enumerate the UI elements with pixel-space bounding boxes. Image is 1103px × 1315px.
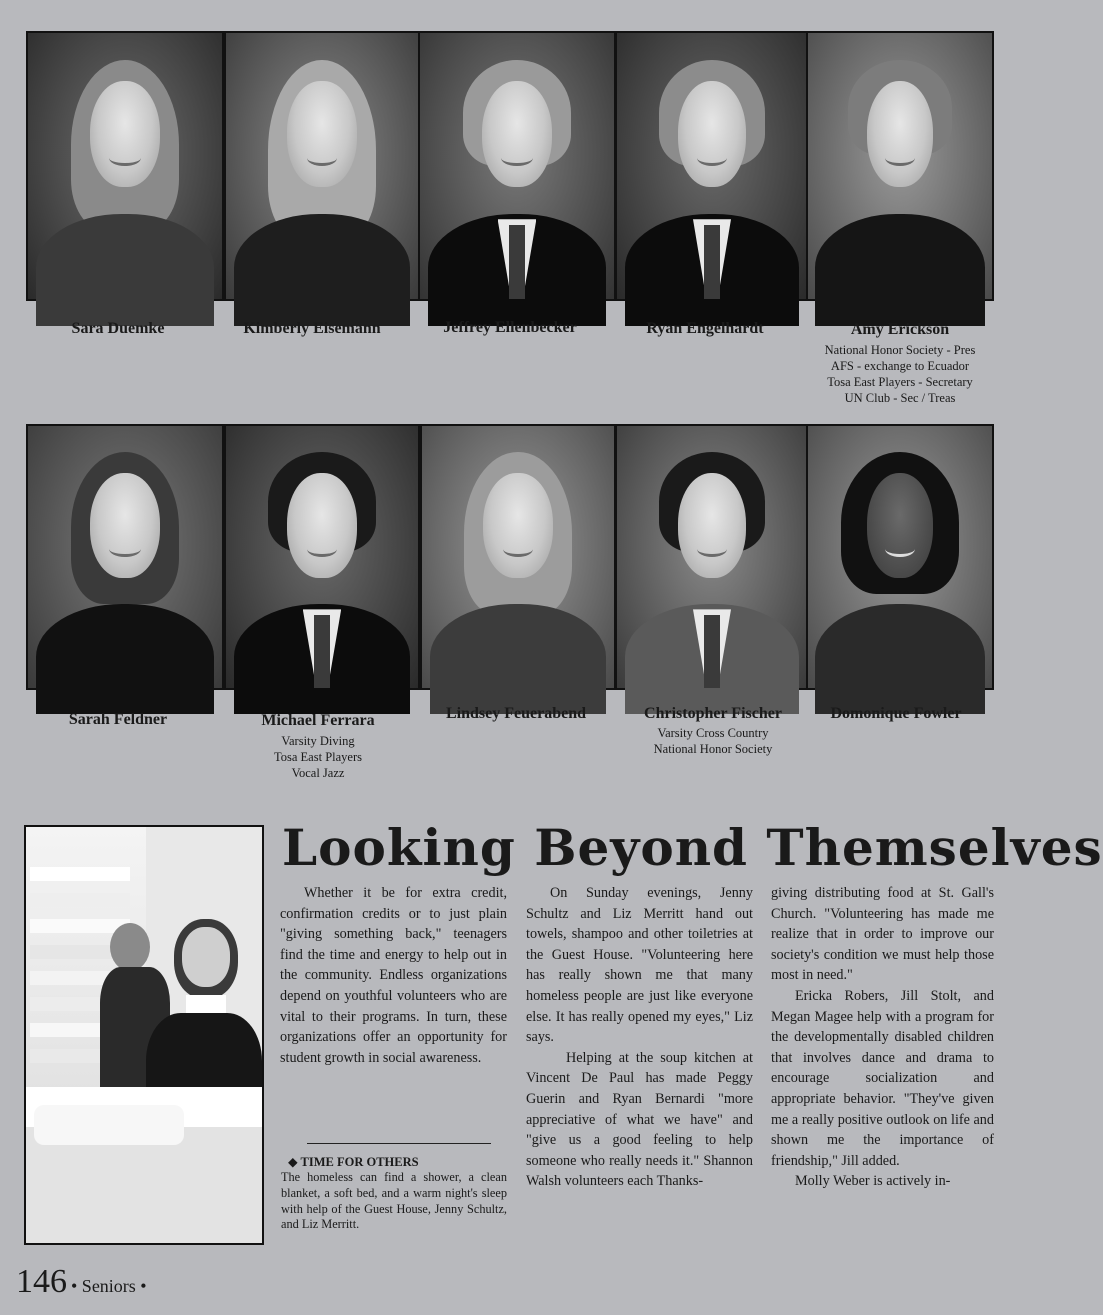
activity-line: AFS - exchange to Ecuador [830, 359, 970, 373]
activity-line: National Honor Society - Pres [824, 343, 976, 357]
portrait-lindsey-feuerabend [420, 424, 616, 690]
article-paragraph: giving distributing food at St. Gall's Church. "Volunteering has made me realize that in order to improve our society's condition we must help those most in need." [771, 885, 994, 984]
activity-line: Vocal Jazz [291, 766, 345, 780]
article-headline: Looking Beyond Themselves [282, 818, 1103, 877]
portrait-christopher-fischer [615, 424, 809, 690]
portrait-kimberly-eisemann [224, 31, 420, 301]
article-column-3 [771, 883, 994, 1192]
student-activities [806, 342, 994, 406]
student-name: Kimberly Eisemann [243, 320, 381, 337]
caption-text: The homeless can find a shower, a clean blanket, a soft bed, and a warm night's sleep with help of the Guest House, Jenny Schultz, and Liz Merritt. [281, 1170, 507, 1232]
portrait-amy-erickson [806, 31, 994, 301]
page-number: 146 [16, 1263, 67, 1300]
article-paragraph: Helping at the soup kitchen at Vincent De Paul has made Peggy Guerin and Ryan Bernardi "more appreciative of what we have" and "give us a good feeling to help someone who really needs it." Shannon Walsh volunteers each Thanks- [526, 1049, 753, 1190]
student-activities [615, 725, 811, 757]
student-name: Christopher Fischer [644, 705, 782, 722]
activity-line: National Honor Society [653, 742, 773, 756]
caption-title-text: TIME FOR OTHERS [300, 1155, 419, 1169]
caption-divider [307, 1143, 491, 1144]
portrait-ryan-engelhardt [615, 31, 809, 301]
portrait-michael-ferrara [224, 424, 420, 690]
caption-title [288, 1154, 419, 1170]
article-paragraph: Whether it be for extra credit, confirmation credits or to just plain "giving something back," teenagers find the time and energy to help out in the community. Endless organizations depend on youthful volunteers who are vital to their programs. In turn, these organizations offer an opportunity for student growth in social awareness. [280, 885, 507, 1066]
student-name: Sara Duemke [71, 320, 165, 337]
activity-line: Varsity Cross Country [657, 726, 769, 740]
student-name: Michael Ferrara [261, 712, 375, 729]
portrait-sarah-feldner [26, 424, 224, 690]
article-paragraph: On Sunday evenings, Jenny Schultz and Liz Merritt hand out towels, shampoo and other toiletries at the Guest House. "Volunteering here has really shown me that many homeless people are just like everyone else. It has really opened my eyes," Liz says. [526, 885, 753, 1046]
student-name: Lindsey Feuerabend [445, 705, 586, 722]
article-column-1 [280, 883, 507, 1068]
student-name: Amy Erickson [850, 321, 950, 338]
activity-line: Tosa East Players [274, 750, 362, 764]
page-folio [16, 1263, 147, 1301]
student-name: Sarah Feldner [68, 711, 168, 728]
student-name: Ryan Engelhardt [646, 320, 764, 337]
student-activities [224, 733, 412, 781]
activity-line: Varsity Diving [281, 734, 355, 748]
article-photo-volunteers [24, 825, 264, 1245]
article-paragraph: Molly Weber is actively in- [795, 1173, 951, 1190]
activity-line: UN Club - Sec / Treas [844, 391, 956, 405]
section-label: • Seniors • [71, 1276, 147, 1296]
portrait-domonique-fowler [806, 424, 994, 690]
activity-line: Tosa East Players - Secretary [827, 375, 973, 389]
caption-arrow-icon: ◆ [288, 1155, 301, 1169]
student-name: Jeffrey Ellenbecker [443, 319, 577, 336]
article-column-2 [526, 883, 753, 1192]
student-name: Domonique Fowler [830, 705, 962, 722]
portrait-jeffrey-ellenbecker [418, 31, 616, 301]
article-paragraph: Ericka Robers, Jill Stolt, and Megan Magee help with a program for the developmentally disabled children that involves dance and drama to encourage socialization and appropriate behavior. "They've given me a really positive outlook on life and shown me the importance of friendship," Jill added. [771, 987, 994, 1169]
portrait-sara-duemke [26, 31, 224, 301]
